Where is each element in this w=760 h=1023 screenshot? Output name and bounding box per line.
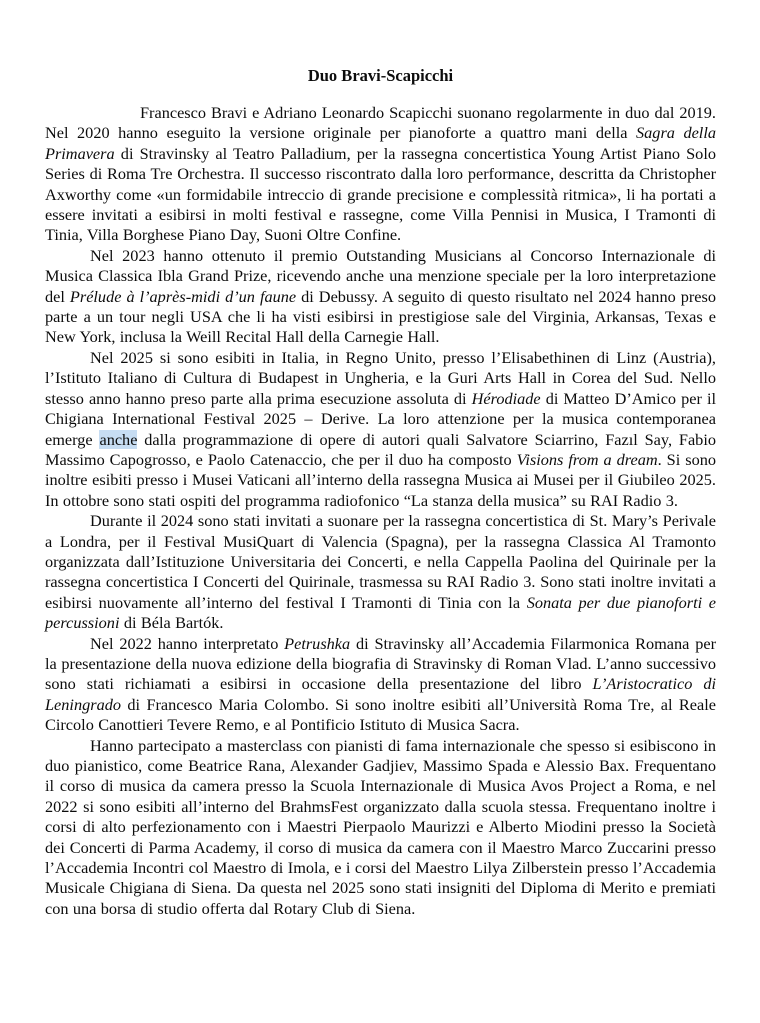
paragraph bbox=[45, 634, 716, 736]
paragraph bbox=[45, 246, 716, 348]
text-run: di Debussy. A seguito di questo risultato nel 2024 hanno preso parte a un tour negli USA che li ha visti esibirsi in prestigiose sale del Virginia, Arkansas, Texas e New York, inclusa la Weill Recital Hall della Carnegie Hall. bbox=[45, 286, 716, 347]
paragraph bbox=[45, 736, 716, 920]
text-run: di Stravinsky al Teatro Palladium, per la rassegna concertistica Young Artist Piano Solo Series di Roma Tre Orchestra. Il successo riscontrato dalla loro performance, descritta da Christopher Axworthy come «un formidabile intreccio di grande precisione e complessità ritmica», li ha portati a essere invitati a esibirsi in molti festival e rassegne, come Villa Pennisi in Musica, I Tramonti di Tinia, Villa Borghese Piano Day, Suoni Oltre Confine. bbox=[45, 143, 716, 245]
text-run: Nel 2022 hanno interpretato bbox=[90, 633, 285, 653]
text-run: di Matteo D’Amico per il Chigiana International Festival 2025 – Derive. La loro attenzione per la musica contemporanea emerge bbox=[45, 388, 716, 449]
italic-text: Visions from a dream bbox=[516, 449, 658, 469]
italic-text: Sagra della Primavera bbox=[45, 123, 716, 163]
document-title: Duo Bravi-Scapicchi bbox=[307, 66, 454, 85]
italic-text: Sonata per due pianoforti e percussioni bbox=[45, 592, 716, 633]
italic-text: Prélude à l’après-midi d’un faune bbox=[69, 286, 297, 306]
italic-text: L’Aristocratico di Leningrado bbox=[45, 674, 716, 714]
text-run: dalla programmazione di opere di autori quali Salvatore Sciarrino, Fazıl Say, Fabio Massimo Capogrosso, e Paolo Catenaccio, che per il duo ha composto bbox=[45, 429, 716, 469]
text-run: . Si sono inoltre esibiti presso i Musei Vaticani all’interno della rassegna Musica ai Musei per il Giubileo 2025. In ottobre sono stati ospiti del programma radiofonico “La stanza della musica” su RAI Radio 3. bbox=[45, 449, 716, 510]
paragraph bbox=[45, 348, 716, 511]
highlighted-text: anche bbox=[99, 429, 138, 449]
text-run: di Béla Bartók. bbox=[119, 613, 224, 633]
text-run: Nel 2023 hanno ottenuto il premio Outstanding Musicians al Concorso Internazionale di Musica Classica Ibla Grand Prize, ricevendo anche una menzione speciale per la loro interpretazione del bbox=[45, 245, 716, 306]
text-run: Francesco Bravi e Adriano Leonardo Scapicchi suonano regolarmente in duo dal 2019. Nel 2020 hanno eseguito la versione originale per pianoforte a quattro mani della bbox=[45, 103, 716, 143]
italic-text: Hérodiade bbox=[471, 388, 541, 408]
document-body bbox=[45, 103, 716, 919]
text-run: di Stravinsky all’Accademia Filarmonica Romana per la presentazione della nuova edizione della biografia di Stravinsky di Roman Vlad. L’anno successivo sono stati richiamati a esibirsi in occasione della presentazione del libro bbox=[45, 633, 716, 694]
text-run: di Francesco Maria Colombo. Si sono inoltre esibiti all’Università Roma Tre, al Reale Circolo Canottieri Tevere Remo, e al Pontificio Istituto di Musica Sacra. bbox=[45, 694, 716, 735]
italic-text: Petrushka bbox=[284, 633, 351, 653]
text-run: Durante il 2024 sono stati invitati a suonare per la rassegna concertistica di St. Mary’s Perivale a Londra, per il Festival MusiQuart di Valencia (Spagna), per la rassegna Classica Al Tramonto organizzata dall’Istituzione Universitaria dei Concerti, e nella Cappella Paolina del Quirinale per la rassegna concertistica I Concerti del Quirinale, trasmessa su RAI Radio 3. Sono stati inoltre invitati a esibirsi nuovamente all’interno del festival I Tramonti di Tinia con la bbox=[45, 511, 716, 612]
paragraph bbox=[45, 103, 716, 246]
text-run: Nel 2025 si sono esibiti in Italia, in Regno Unito, presso l’Elisabethinen di Linz (Austria), l’Istituto Italiano di Cultura di Budapest in Ungheria, e la Guri Arts Hall in Corea del Sud. Nello stesso anno hanno preso parte alla prima esecuzione assoluta di bbox=[45, 347, 716, 408]
paragraph bbox=[45, 511, 716, 633]
text-run: Hanno partecipato a masterclass con pianisti di fama internazionale che spesso si esibiscono in duo pianistico, come Beatrice Rana, Alexander Gadjiev, Massimo Spada e Alessio Bax. Frequentano il corso di musica da camera presso la Scuola Internazionale di Musica Avos Project a Roma, e nel 2022 si sono esibiti all’interno del BrahmsFest organizzato dalla scuola stessa. Frequentano inoltre i corsi di alto perfezionamento con i Maestri Pierpaolo Maurizzi e Alberto Miodini presso la Società dei Concerti di Parma Academy, il corso di musica da camera con il Maestro Marco Zuccarini presso l’Accademia Incontri col Maestro di Imola, e i corsi del Maestro Lilya Zilberstein presso l’Accademia Musicale Chigiana di Siena. Da questa nel 2025 sono stati insigniti del Diploma di Merito e premiati con una borsa di studio offerta dal Rotary Club di Siena. bbox=[45, 735, 716, 918]
